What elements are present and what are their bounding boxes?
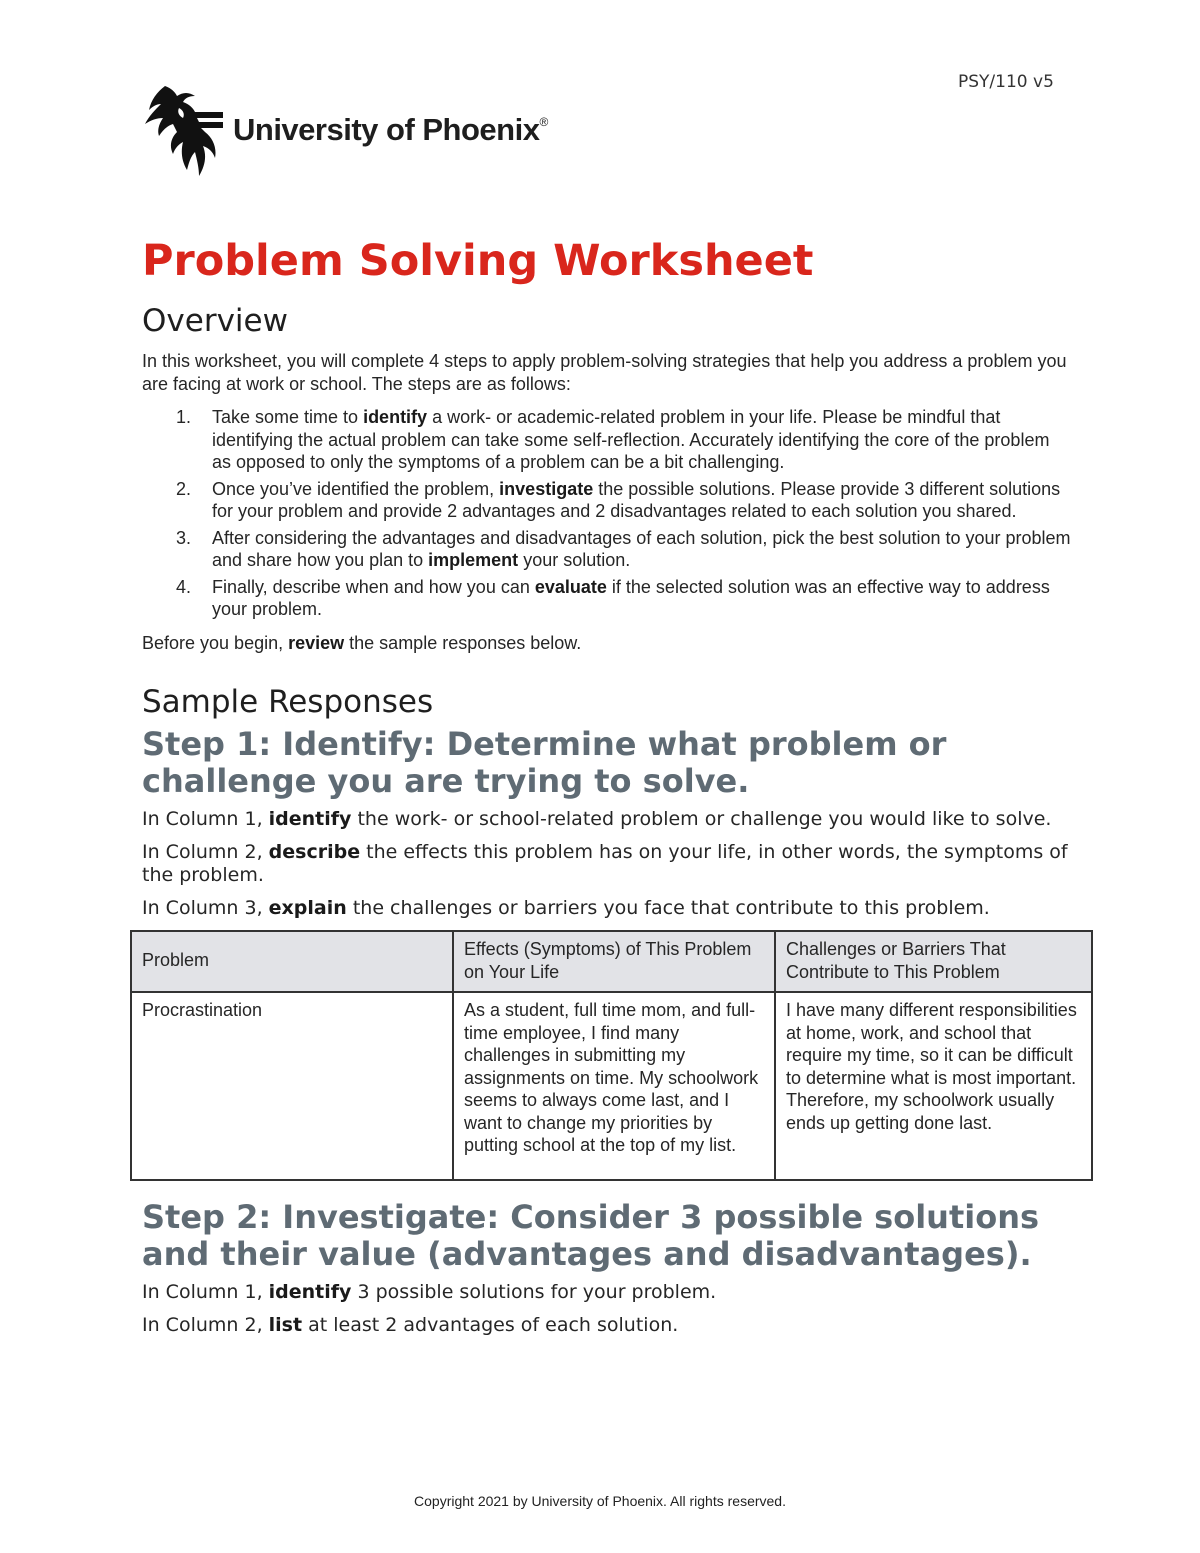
- list-item: 4. Finally, describe when and how you can evaluate if the selected solution was an effective way to address your problem.: [176, 576, 1050, 619]
- step-1-instruction: In Column 1, identify the work- or school-related problem or challenge you would like to solve.: [142, 808, 1052, 830]
- overview-heading: Overview: [142, 303, 288, 339]
- step-2-instruction: In Column 2, list at least 2 advantages of each solution.: [142, 1314, 679, 1336]
- list-item: 2. Once you’ve identified the problem, investigate the possible solutions. Please provide 3 different solutions for your problem and provide 2 advantages and 2 disadvantages related to each solution you shared.: [176, 478, 1061, 521]
- university-logo: [143, 84, 563, 178]
- step-1-heading: Step 1: Identify: Determine what problem or challenge you are trying to solve.: [142, 725, 947, 800]
- overview-steps-list: [142, 406, 1072, 621]
- phoenix-bird-icon: [143, 84, 225, 178]
- copyright-footer: Copyright 2021 by University of Phoenix. All rights reserved.: [414, 1493, 786, 1509]
- column-header-effects: Effects (Symptoms) of This Problem on Your Life: [453, 931, 775, 992]
- overview-intro: In this worksheet, you will complete 4 steps to apply problem-solving strategies that help you address a problem you are facing at work or school. The steps are as follows:: [142, 351, 1067, 394]
- column-header-problem: Problem: [131, 931, 453, 992]
- logo-wordmark: University of Phoenix®: [233, 112, 548, 147]
- list-item: 1. Take some time to identify a work- or academic-related problem in your life. Please be mindful that identifying the actual problem can take some self-reflection. Accurately identifying the core of the problem as opposed to only the symptoms of a problem can be a bit challenging.: [176, 407, 1050, 472]
- table-row: [131, 992, 1092, 1180]
- review-instruction: Before you begin, review the sample responses below.: [142, 632, 582, 653]
- table-cell: As a student, full time mom, and full-time employee, I find many challenges in submitting my assignments on time. My schoolwork seems to always come last, and I want to change my priorities by putting school at the top of my list.: [453, 992, 775, 1180]
- step-2-heading: Step 2: Investigate: Consider 3 possible solutions and their value (advantages and disadvantages).: [142, 1198, 1040, 1273]
- step-1-instruction: In Column 3, explain the challenges or barriers you face that contribute to this problem.: [142, 897, 990, 919]
- list-item: 3. After considering the advantages and disadvantages of each solution, pick the best solution to your problem and share how you plan to implement your solution.: [176, 527, 1071, 570]
- course-code: PSY/110 v5: [958, 72, 1054, 92]
- table-header-row: [131, 931, 1092, 992]
- page-title: Problem Solving Worksheet: [142, 236, 814, 286]
- step-1-table: [130, 930, 1093, 1181]
- step-1-instruction: In Column 2, describe the effects this problem has on your life, in other words, the symptoms of the problem.: [142, 841, 1068, 886]
- table-cell: I have many different responsibilities at home, work, and school that require my time, so it can be difficult to determine what is most important. Therefore, my schoolwork usually ends up getting done last.: [775, 992, 1092, 1180]
- sample-responses-heading: Sample Responses: [142, 684, 434, 720]
- column-header-challenges: Challenges or Barriers That Contribute to This Problem: [775, 931, 1092, 992]
- table-cell: Procrastination: [131, 992, 453, 1180]
- step-2-instruction: In Column 1, identify 3 possible solutions for your problem.: [142, 1281, 717, 1303]
- worksheet-body: [142, 232, 1077, 1347]
